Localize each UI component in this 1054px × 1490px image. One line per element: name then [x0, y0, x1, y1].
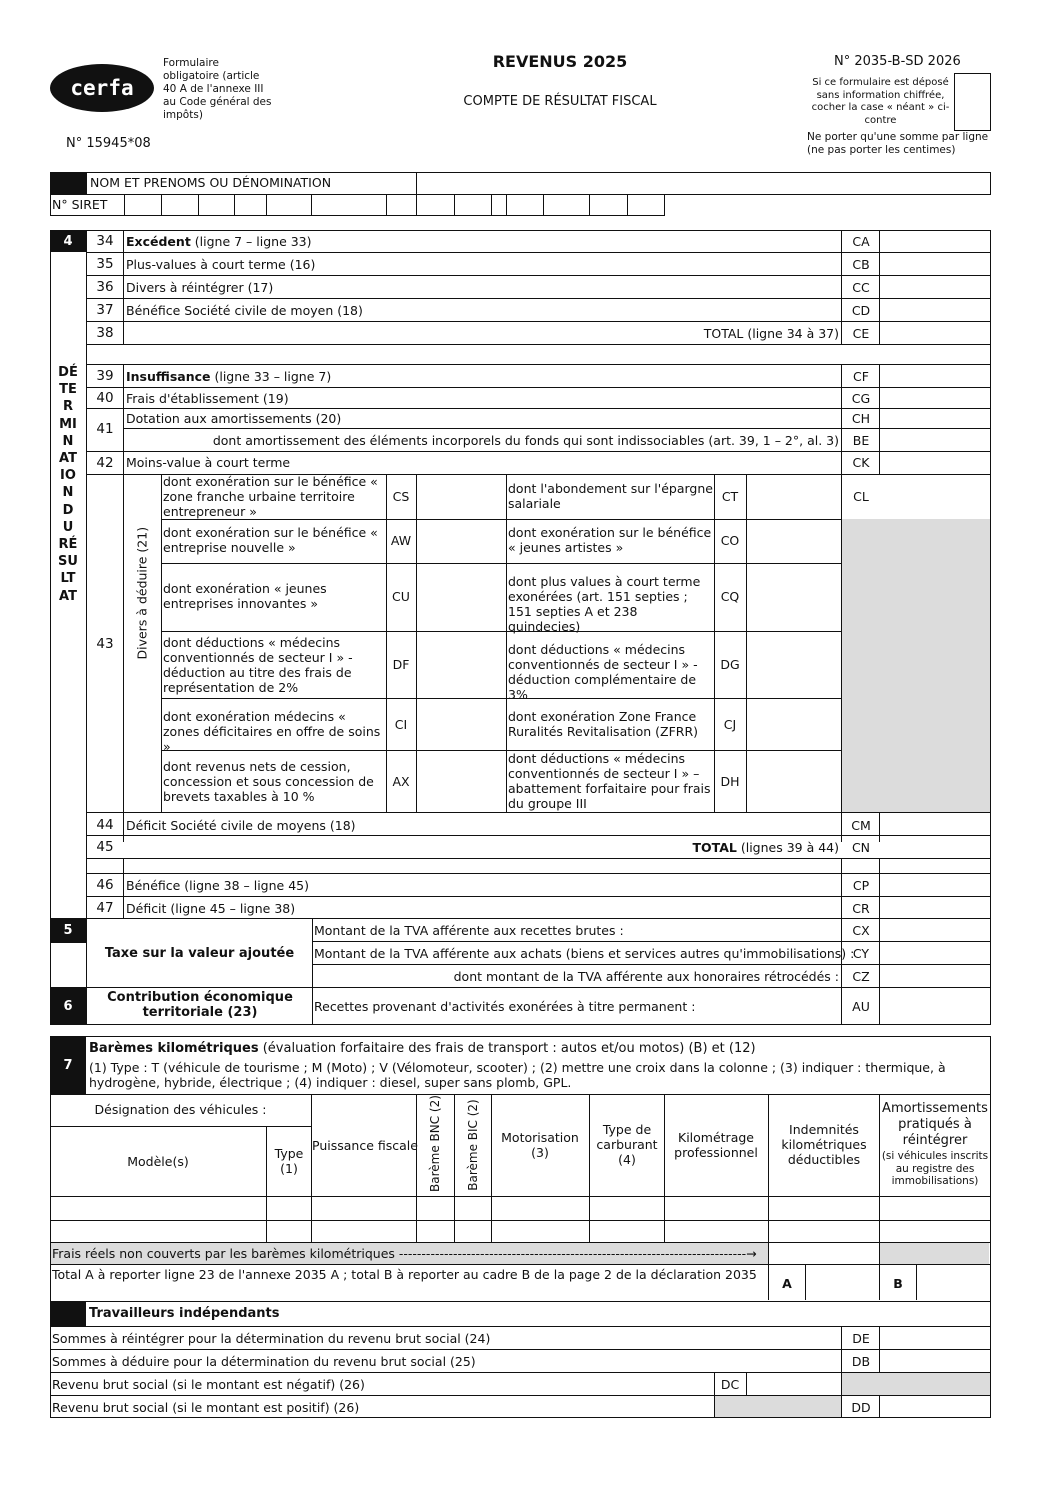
amount-ct[interactable] [747, 475, 840, 518]
frais-reels-amount[interactable] [769, 1243, 878, 1264]
col-puissance: Puissance fiscale [312, 1138, 418, 1153]
col-type: Type (1) [274, 1146, 304, 1176]
box-b-label: B [893, 1276, 903, 1291]
amount-ch[interactable] [881, 409, 989, 427]
section-6-title: Contribution économique territoriale (23) [107, 990, 293, 1020]
row-43-vertical-label: Divers à déduire (21) [134, 526, 150, 660]
code-dd: DD [851, 1400, 871, 1415]
line-37-label: Bénéfice Société civile de moyen (18) [126, 303, 363, 318]
sommes-deduire-label: Sommes à déduire pour la détermination du revenu brut social (25) [52, 1354, 476, 1369]
identity-table [50, 172, 990, 216]
row-43-ct-label: dont l'abondement sur l'épargne salariale [508, 481, 713, 511]
line-40-label: Frais d'établissement (19) [126, 391, 289, 406]
amount-cn[interactable] [881, 836, 989, 857]
code-co: CO [720, 533, 740, 548]
section-4-vertical-title: DÉTERMINATION DU RÉSULTAT [58, 365, 78, 604]
col-modele: Modèle(s) [127, 1154, 189, 1169]
amount-cm[interactable] [881, 813, 989, 834]
neant-note: Si ce formulaire est déposé sans information chiffrée, cocher la case « néant » ci-contre [811, 77, 950, 126]
col-motorisation: Motorisation (3) [501, 1130, 579, 1160]
section-6-number: 6 [63, 999, 73, 1014]
form-title: REVENUS 2025 [492, 52, 628, 71]
code-cy: CY [852, 946, 870, 961]
line-43-number: 43 [96, 636, 114, 652]
section-5 [50, 918, 991, 1026]
line-47-number: 47 [96, 900, 114, 916]
revenu-positif-label: Revenu brut social (si le montant est positif) (26) [52, 1400, 360, 1415]
code-df: DF [392, 657, 410, 672]
code-cr: CR [852, 901, 870, 916]
code-dc: DC [720, 1377, 740, 1392]
amount-ca[interactable] [881, 231, 989, 251]
form-subtitle: COMPTE DE RÉSULTAT FISCAL [463, 94, 657, 109]
code-aw: AW [390, 533, 412, 548]
row-43-cu-label: dont exonération « jeunes entreprises innovantes » [163, 581, 327, 611]
row-43-df-label: dont déductions « médecins conventionnés de secteur I » - déduction au titre des frais de représentation de 2% [163, 635, 353, 695]
line-40-number: 40 [96, 390, 114, 406]
line-44-number: 44 [96, 817, 114, 833]
col-amortissements: Amortissements pratiqués à réintégrer [882, 1101, 988, 1148]
row-43-cq-label: dont plus values à court terme exonérées (art. 151 septies ; 151 septies A et 238 quindecies) [508, 574, 701, 634]
line-46-number: 46 [96, 877, 114, 893]
col-bareme-bnc: Barème BNC (2) [428, 1095, 442, 1192]
amount-db[interactable] [881, 1350, 989, 1371]
code-cl: CL [853, 489, 869, 504]
col-amortissements-note: (si véhicules inscrits au registre des immobilisations) [881, 1150, 989, 1187]
total-a-amount[interactable] [806, 1265, 878, 1299]
box-a-label: A [782, 1276, 792, 1291]
vehicle-row-1[interactable] [51, 1197, 989, 1219]
code-ca: CA [852, 234, 870, 249]
amount-cs[interactable] [417, 475, 505, 518]
col-designation: Désignation des véhicules : [94, 1102, 267, 1117]
amount-au[interactable] [881, 988, 989, 1023]
line-36-label: Divers à réintégrer (17) [126, 280, 274, 295]
code-au: AU [852, 999, 870, 1014]
amount-dd[interactable] [881, 1396, 989, 1417]
col-carburant: Type de carburant (4) [596, 1122, 658, 1167]
col-indemnites: Indemnités kilométriques déductibles [781, 1122, 867, 1167]
amount-df[interactable] [417, 632, 505, 697]
section-7-notes: (1) Type : T (véhicule de tourisme ; M (Moto) ; V (Vélomoteur, scooter) ; (2) mettre une croix dans la colonne ; (3) indiquer : thermique, à hydrogène, hybride, électrique ; (4) indiquer : diesel, super sans plomb, GPL. [89, 1060, 946, 1090]
amount-cr[interactable] [881, 897, 989, 917]
code-ch: CH [851, 411, 871, 426]
amount-aw[interactable] [417, 520, 505, 562]
line-38-number: 38 [96, 325, 114, 341]
amount-cg[interactable] [881, 388, 989, 407]
form-number: N° 2035-B-SD 2026 [834, 54, 961, 69]
section-4-number: 4 [63, 234, 73, 249]
amount-be[interactable] [881, 429, 989, 450]
line-45-number: 45 [96, 839, 114, 855]
line-35-number: 35 [96, 256, 114, 272]
code-cj: CJ [723, 717, 737, 732]
col-kilometrage: Kilométrage professionnel [674, 1130, 758, 1160]
line-37-number: 37 [96, 302, 114, 318]
code-cb: CB [852, 257, 870, 272]
section-5-number: 5 [63, 923, 73, 938]
line-42-label: Moins-value à court terme [126, 455, 291, 470]
formulaire-obligatoire: Formulaire obligatoire (article 40 A de l'annexe III au Code général des impôts) [163, 57, 272, 121]
siret-field[interactable] [125, 195, 662, 215]
line-41-be-label: dont amortissement des éléments incorporels du fonds qui sont indissociables (art. 39, 1 – 2°, al. 3) [212, 433, 839, 448]
row-43-cj-label: dont exonération Zone France Ruralités Revitalisation (ZFRR) [508, 709, 699, 739]
line-42-number: 42 [96, 455, 114, 471]
amount-dh[interactable] [747, 751, 840, 811]
amount-cf[interactable] [881, 365, 989, 386]
cerfa-logo: cerfa [50, 64, 154, 112]
code-cc: CC [852, 280, 870, 295]
amount-cj[interactable] [747, 699, 840, 749]
section-4 [50, 230, 991, 920]
code-cq: CQ [720, 589, 740, 604]
cet-label: Recettes provenant d'activités exonérées à titre permanent : [314, 999, 696, 1014]
code-dh: DH [720, 774, 740, 789]
siret-label: N° SIRET [52, 197, 108, 212]
sommes-reintegrer-label: Sommes à réintégrer pour la détermination du revenu brut social (24) [52, 1331, 491, 1346]
tva-recettes-label: Montant de la TVA afférente aux recettes brutes : [314, 923, 624, 938]
row-43-dg-label: dont déductions « médecins conventionnés de secteur I » - déduction complémentaire de 3% [508, 642, 698, 702]
cerfa-number: N° 15945*08 [66, 136, 151, 151]
row-43-ci-label: dont exonération médecins « zones déficitaires en offre de soins » [163, 709, 381, 754]
code-cp: CP [852, 878, 870, 893]
amount-cu[interactable] [417, 564, 505, 630]
code-ct: CT [721, 489, 739, 504]
line-34-number: 34 [96, 233, 114, 249]
amount-cz[interactable] [881, 965, 989, 986]
line-44-label: Déficit Société civile de moyens (18) [126, 818, 356, 833]
amount-ce[interactable] [881, 323, 989, 343]
line-34-label: Excédent (ligne 7 – ligne 33) [126, 234, 312, 249]
line-45-label: TOTAL (lignes 39 à 44) [692, 840, 839, 855]
code-cx: CX [852, 923, 870, 938]
amount-cc[interactable] [881, 277, 989, 297]
line-39-number: 39 [96, 368, 114, 384]
line-41-number: 41 [96, 421, 114, 437]
code-cz: CZ [852, 969, 870, 984]
code-cn: CN [851, 840, 871, 855]
line-46-label: Bénéfice (ligne 38 – ligne 45) [126, 878, 309, 893]
amount-cb[interactable] [881, 254, 989, 274]
code-ck: CK [852, 455, 870, 470]
line-41-label: Dotation aux amortissements (20) [126, 411, 342, 426]
section-7-title: Barèmes kilométriques (évaluation forfaitaire des frais de transport : autos et/ou motos) (B) et (12) [89, 1041, 756, 1056]
code-de: DE [852, 1331, 870, 1346]
section-8 [50, 1301, 991, 1419]
line-35-label: Plus-values à court terme (16) [126, 257, 316, 272]
section-5-title: Taxe sur la valeur ajoutée [104, 946, 295, 961]
line-36-number: 36 [96, 279, 114, 295]
name-label: NOM ET PRENOMS OU DÉNOMINATION [90, 175, 332, 190]
code-cu: CU [392, 589, 410, 604]
section-8-title: Travailleurs indépendants [89, 1306, 280, 1321]
amount-cq[interactable] [747, 564, 840, 630]
amount-dg[interactable] [747, 632, 840, 697]
code-ci: CI [394, 717, 408, 732]
amount-cy[interactable] [881, 942, 989, 963]
code-db: DB [851, 1354, 871, 1369]
total-b-amount[interactable] [917, 1265, 989, 1299]
row-43-dh-label: dont déductions « médecins conventionnés de secteur I » – abattement forfaitaire pour frais du groupe III [508, 751, 711, 811]
code-cm: CM [851, 818, 871, 833]
amount-cx[interactable] [881, 919, 989, 940]
amount-cl[interactable] [881, 475, 989, 518]
code-be: BE [852, 433, 870, 448]
line-47-label: Déficit (ligne 45 – ligne 38) [126, 901, 296, 916]
amount-ck[interactable] [881, 452, 989, 473]
revenu-negatif-label: Revenu brut social (si le montant est négatif) (26) [52, 1377, 365, 1392]
line-38-label: TOTAL (ligne 34 à 37) [703, 326, 839, 341]
line-39-label: Insuffisance (ligne 33 – ligne 7) [126, 369, 332, 384]
section-7 [50, 1036, 991, 1302]
row-43-ax-label: dont revenus nets de cession, concession et sous concession de brevets taxables à 10 % [163, 759, 374, 804]
code-cf: CF [853, 369, 869, 384]
code-cg: CG [851, 391, 871, 406]
tva-achats-label: Montant de la TVA afférente aux achats (biens et services autres qu'immobilisations) : [314, 946, 855, 961]
sum-note: Ne porter qu'une somme par ligne (ne pas porter les centimes) [807, 131, 989, 156]
amount-ax[interactable] [417, 751, 505, 811]
col-bareme-bic: Barème BIC (2) [466, 1099, 480, 1191]
amount-dc[interactable] [747, 1373, 840, 1394]
row-43-cs-label: dont exonération sur le bénéfice « zone franche urbaine territoire entrepreneur » [163, 474, 378, 519]
tva-honoraires-label: dont montant de la TVA afférente aux honoraires rétrocédés : [453, 969, 839, 984]
name-field[interactable] [418, 173, 988, 193]
section-7-number: 7 [63, 1058, 73, 1073]
amount-ci[interactable] [417, 699, 505, 749]
amount-de[interactable] [881, 1327, 989, 1348]
row-43-co-label: dont exonération sur le bénéfice « jeunes artistes » [508, 525, 712, 555]
vehicle-row-2[interactable] [51, 1221, 989, 1241]
code-ce: CE [852, 326, 870, 341]
code-cd: CD [851, 303, 871, 318]
frais-reels-label: Frais réels non couverts par les barèmes kilométriques -----------------------------------------------------------------------------→ [52, 1246, 757, 1261]
neant-checkbox[interactable] [954, 73, 991, 131]
total-label: Total A à reporter ligne 23 de l'annexe 2035 A ; total B à reporter au cadre B de la page 2 de la déclaration 2035 [52, 1267, 757, 1282]
amount-cd[interactable] [881, 300, 989, 320]
amount-cp[interactable] [881, 874, 989, 895]
code-cs: CS [392, 489, 410, 504]
row-43-aw-label: dont exonération sur le bénéfice « entreprise nouvelle » [163, 525, 378, 555]
code-dg: DG [720, 657, 740, 672]
code-ax: AX [392, 774, 410, 789]
amount-co[interactable] [747, 520, 840, 562]
